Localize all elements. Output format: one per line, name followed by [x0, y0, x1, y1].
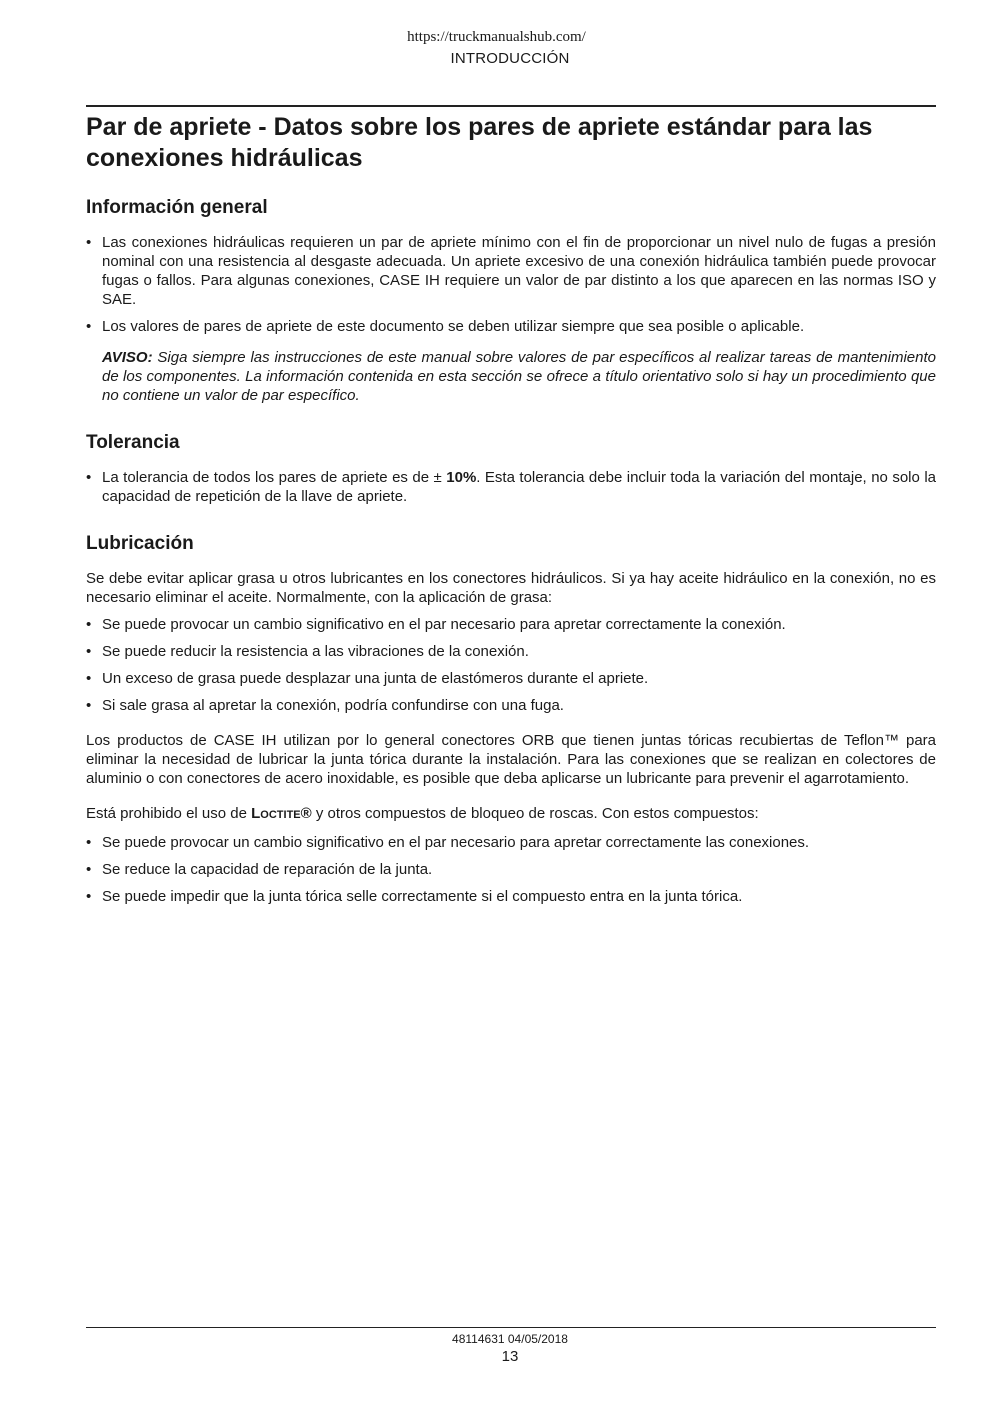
list-item	[86, 468, 936, 506]
list-item-text: Un exceso de grasa puede desplazar una junta de elastómeros durante el apriete.	[102, 670, 649, 687]
registered-mark: ®	[300, 805, 312, 822]
tolerance-list	[86, 468, 936, 506]
section-header: INTRODUCCIÓN	[450, 50, 570, 67]
bullet-icon: •	[86, 861, 92, 878]
list-item-text: Se reduce la capacidad de reparación de la junta.	[102, 861, 433, 878]
list-item-text: Se puede reducir la resistencia a las vibraciones de la conexión.	[102, 643, 529, 660]
list-item	[86, 887, 936, 906]
source-url: https://truckmanualshub.com/	[407, 29, 586, 45]
bottom-divider	[86, 1327, 936, 1328]
document-id: 48114631 04/05/2018	[452, 1332, 568, 1346]
notice-paragraph	[86, 348, 936, 405]
loctite-paragraph	[86, 804, 936, 825]
bullet-icon: •	[86, 670, 92, 687]
list-item-text: Se puede provocar un cambio significativo en el par necesario para apretar correctamente la conexión.	[102, 616, 786, 633]
list-item	[86, 317, 936, 336]
loctite-effects-list	[86, 833, 936, 906]
heading-tolerance: Tolerancia	[86, 432, 180, 453]
loctite-text-after: y otros compuestos de bloqueo de roscas. Con estos compuestos:	[311, 805, 759, 822]
grease-effects-list	[86, 615, 936, 715]
lubrication-intro: Se debe evitar aplicar grasa u otros lubricantes en los conectores hidráulicos. Si ya hay aceite hidráulico en la conexión, no es necesario eliminar el aceite. Normalmente, con la aplicación de grasa:	[86, 570, 936, 606]
top-divider	[86, 105, 936, 107]
notice-label: AVISO:	[102, 349, 153, 366]
list-item-text: Si sale grasa al apretar la conexión, podría confundirse con una fuga.	[102, 697, 564, 714]
loctite-first-letter: L	[251, 805, 261, 822]
list-item	[86, 833, 936, 852]
list-item	[86, 615, 936, 634]
list-item	[86, 233, 936, 309]
page-title: Par de apriete - Datos sobre los pares de apriete estándar para las conexiones hidráulicas	[86, 113, 873, 172]
bullet-icon: •	[86, 469, 92, 486]
bullet-icon: •	[86, 318, 92, 335]
tolerance-text-before: La tolerancia de todos los pares de apriete es de ±	[102, 469, 447, 486]
list-item	[86, 642, 936, 661]
bullet-icon: •	[86, 234, 92, 251]
general-info-list	[86, 233, 936, 336]
bullet-icon: •	[86, 888, 92, 905]
bullet-icon: •	[86, 616, 92, 633]
list-item-text: Los valores de pares de apriete de este documento se deben utilizar siempre que sea posible o aplicable.	[102, 318, 805, 335]
tolerance-text-after: . Esta tolerancia debe incluir toda la variación del montaje, no solo la capacidad de repetición de la llave de apriete.	[102, 469, 937, 505]
tolerance-value: 10%	[446, 469, 477, 486]
heading-general-info: Información general	[86, 197, 268, 218]
page-number: 13	[501, 1348, 519, 1365]
notice-text: Siga siempre las instrucciones de este manual sobre valores de par específicos al realizar tareas de mantenimiento de los componentes. La información contenida en esta sección se ofrece a título orientativo solo si hay un procedimiento que no contiene un valor de par específico.	[102, 349, 936, 404]
bullet-icon: •	[86, 643, 92, 660]
list-item-text: Se puede impedir que la junta tórica selle correctamente si el compuesto entra en la junta tórica.	[102, 888, 743, 905]
heading-lubrication: Lubricación	[86, 533, 194, 554]
list-item-text: Se puede provocar un cambio significativo en el par necesario para apretar correctamente las conexiones.	[102, 834, 810, 851]
loctite-text-before: Está prohibido el uso de	[86, 805, 252, 822]
list-item	[86, 669, 936, 688]
list-item	[86, 696, 936, 715]
bullet-icon: •	[86, 834, 92, 851]
list-item	[86, 860, 936, 879]
page-content	[86, 112, 936, 906]
bullet-icon: •	[86, 697, 92, 714]
orb-paragraph: Los productos de CASE IH utilizan por lo general conectores ORB que tienen juntas tóricas recubiertas de Teflon™ para eliminar la necesidad de lubricar la junta tórica durante la instalación. Para las conexiones que se realizan en colectores de aluminio o con conectores de acero inoxidable, es posible que deba aplicarse un lubricante para prevenir el agarrotamiento.	[86, 732, 936, 787]
list-item-text: Las conexiones hidráulicas requieren un par de apriete mínimo con el fin de proporcionar un nivel nulo de fugas a presión nominal con una resistencia al desgaste adecuada. Un apriete excesivo de una conexión hidráulica también puede provocar fugas o fallos. Para algunas conexiones, CASE IH requiere un valor de par distinto a los que aparecen en las normas ISO y SAE.	[102, 234, 936, 308]
loctite-brand: OCTITE	[260, 809, 301, 821]
